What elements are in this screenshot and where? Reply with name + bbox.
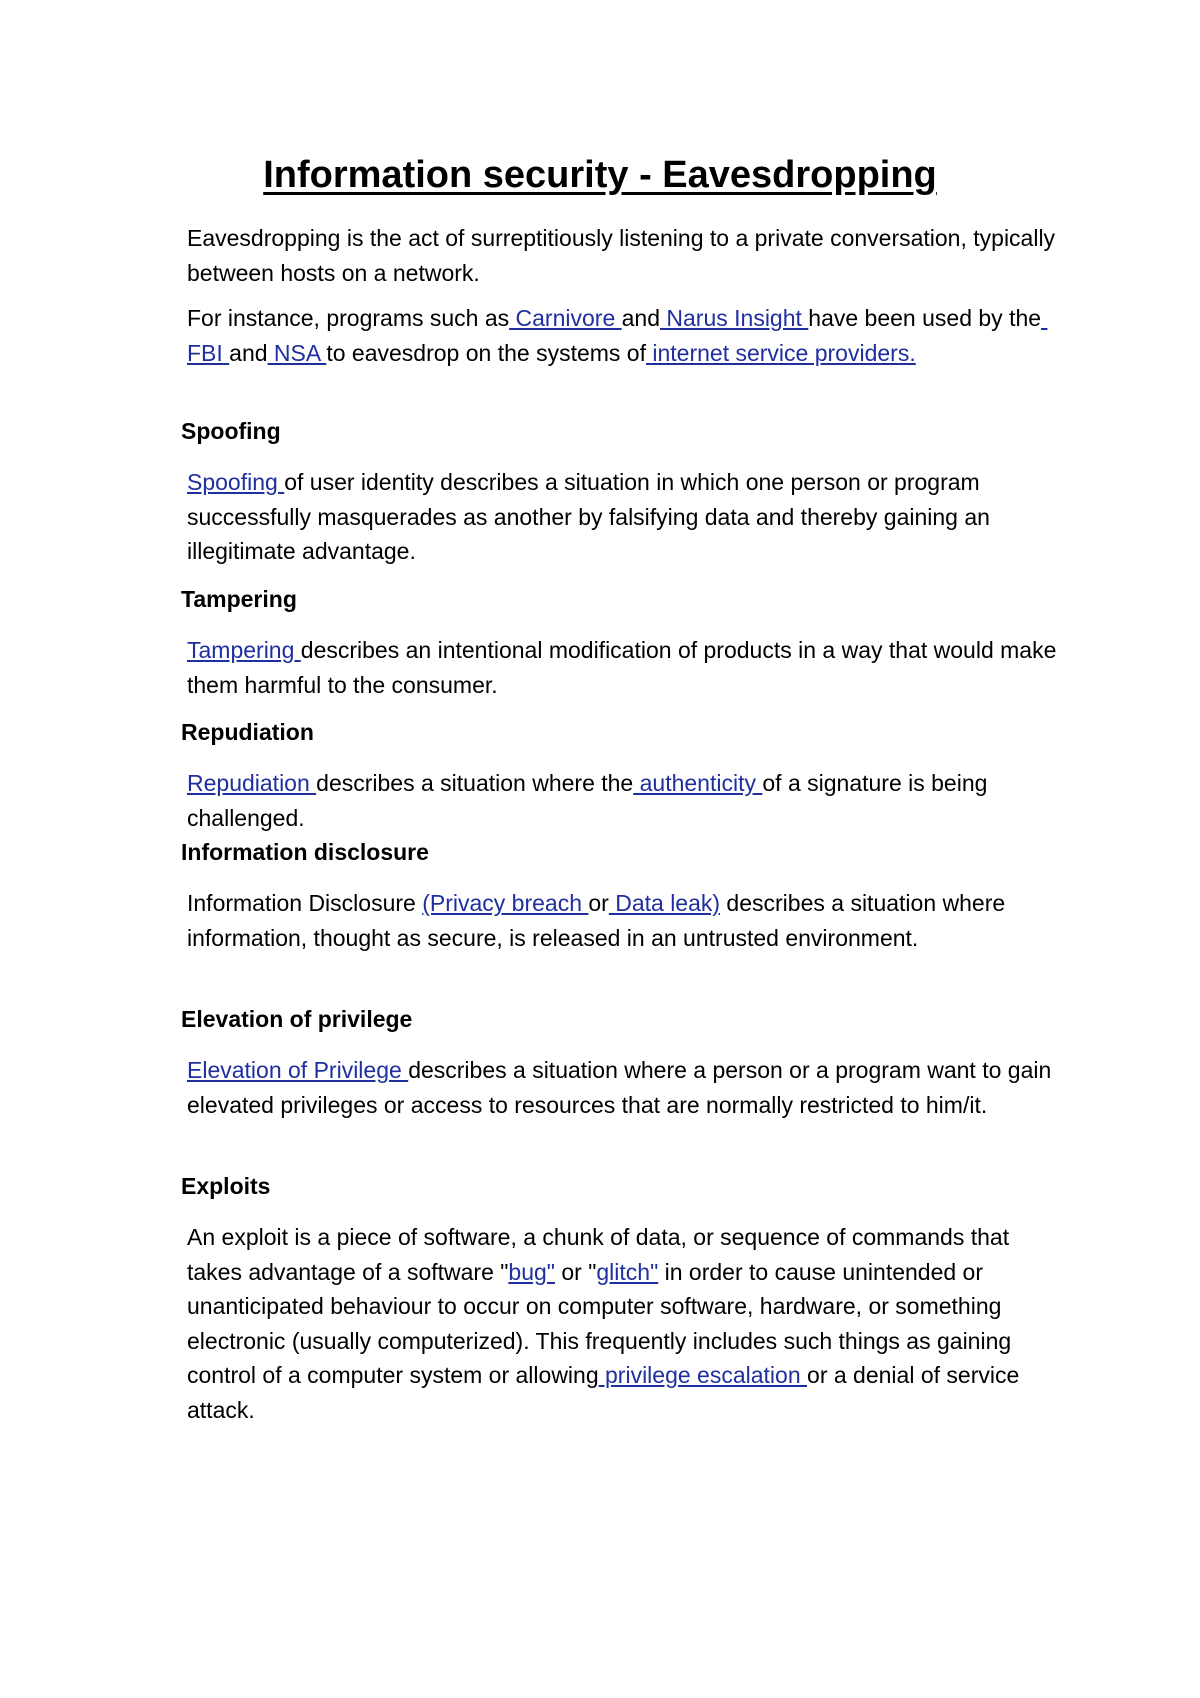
paragraph-text: and xyxy=(229,339,268,366)
link-fbi[interactable]: FBI xyxy=(187,305,1048,366)
paragraph-text: or a denial of service attack. xyxy=(187,1362,1020,1423)
heading-information-disclosure: Information disclosure xyxy=(181,839,429,865)
paragraph-text: describes an intentional modification of products in a way that would make them harmful to the consumer. xyxy=(187,637,1057,698)
paragraph-text: describes a situation where the xyxy=(316,770,634,796)
paragraph-text: of user identity describes a situation in which one person or program successfully masquerades as another by falsifying data and thereby gaining an illegitimate advantage. xyxy=(187,469,990,564)
link-spoofing[interactable]: Spoofing xyxy=(187,469,285,495)
paragraph-eavesdropping-examples xyxy=(187,301,1057,370)
paragraph-text: describes a situation where a person or a program want to gain elevated privileges or access to resources that are normally restricted to him/it. xyxy=(187,1057,1052,1118)
link-repudiation[interactable]: Repudiation xyxy=(187,770,317,796)
heading-repudiation: Repudiation xyxy=(181,719,314,745)
link-privacy-breach[interactable]: (Privacy breach xyxy=(422,890,589,916)
link-authenticity[interactable]: authenticity xyxy=(633,770,763,796)
paragraph-information-disclosure xyxy=(187,886,1057,955)
paragraph-exploits xyxy=(187,1220,1057,1427)
heading-exploits: Exploits xyxy=(181,1173,271,1199)
paragraph-eavesdropping-definition xyxy=(187,221,1057,290)
paragraph-text: and xyxy=(621,305,660,331)
paragraph-text: of a signature is being challenged. xyxy=(187,770,988,831)
paragraph-text: or " xyxy=(554,1258,597,1285)
paragraph-text: or xyxy=(588,890,609,916)
paragraph-repudiation xyxy=(187,766,1057,835)
heading-tampering: Tampering xyxy=(181,586,297,612)
paragraph-text: have been used by the xyxy=(808,305,1042,331)
link-internet-service-providers[interactable]: internet service providers. xyxy=(645,339,916,366)
paragraph-elevation-of-privilege xyxy=(187,1053,1057,1122)
heading-elevation-of-privilege: Elevation of privilege xyxy=(181,1006,413,1032)
paragraph-text: Information Disclosure xyxy=(187,890,423,916)
heading-spoofing: Spoofing xyxy=(181,418,281,444)
link-tampering[interactable]: Tampering xyxy=(187,637,301,663)
link-narus-insight[interactable]: Narus Insight xyxy=(660,305,809,331)
link-nsa[interactable]: NSA xyxy=(267,339,327,366)
paragraph-text: describes a situation where information, thought as secure, is released in an untrusted environment. xyxy=(187,890,1006,951)
paragraph-text: to eavesdrop on the systems of xyxy=(326,339,646,366)
paragraph-text: in order to cause unintended or unanticipated behaviour to occur on computer software, hardware, or something electronic (usually computerized). This frequently includes such things as gaining control of a computer system or allowing xyxy=(187,1258,1012,1388)
link-elevation-of-privilege[interactable]: Elevation of Privilege xyxy=(187,1057,409,1083)
paragraph-spoofing xyxy=(187,465,1057,569)
paragraph-tampering xyxy=(187,633,1057,702)
link-carnivore[interactable]: Carnivore xyxy=(509,305,622,331)
link-glitch[interactable]: glitch" xyxy=(596,1258,659,1285)
paragraph-text: For instance, programs such as xyxy=(187,305,510,331)
link-privilege-escalation[interactable]: privilege escalation xyxy=(598,1362,808,1388)
document-title: Information security - Eavesdropping xyxy=(263,154,937,196)
link-bug[interactable]: bug" xyxy=(508,1258,555,1285)
paragraph-text: Eavesdropping is the act of surreptitiously listening to a private conversation, typically between hosts on a network. xyxy=(187,225,1056,286)
paragraph-text: An exploit is a piece of software, a chunk of data, or sequence of commands that takes advantage of a software " xyxy=(187,1224,1010,1285)
link-data-leak[interactable]: Data leak) xyxy=(608,890,721,916)
